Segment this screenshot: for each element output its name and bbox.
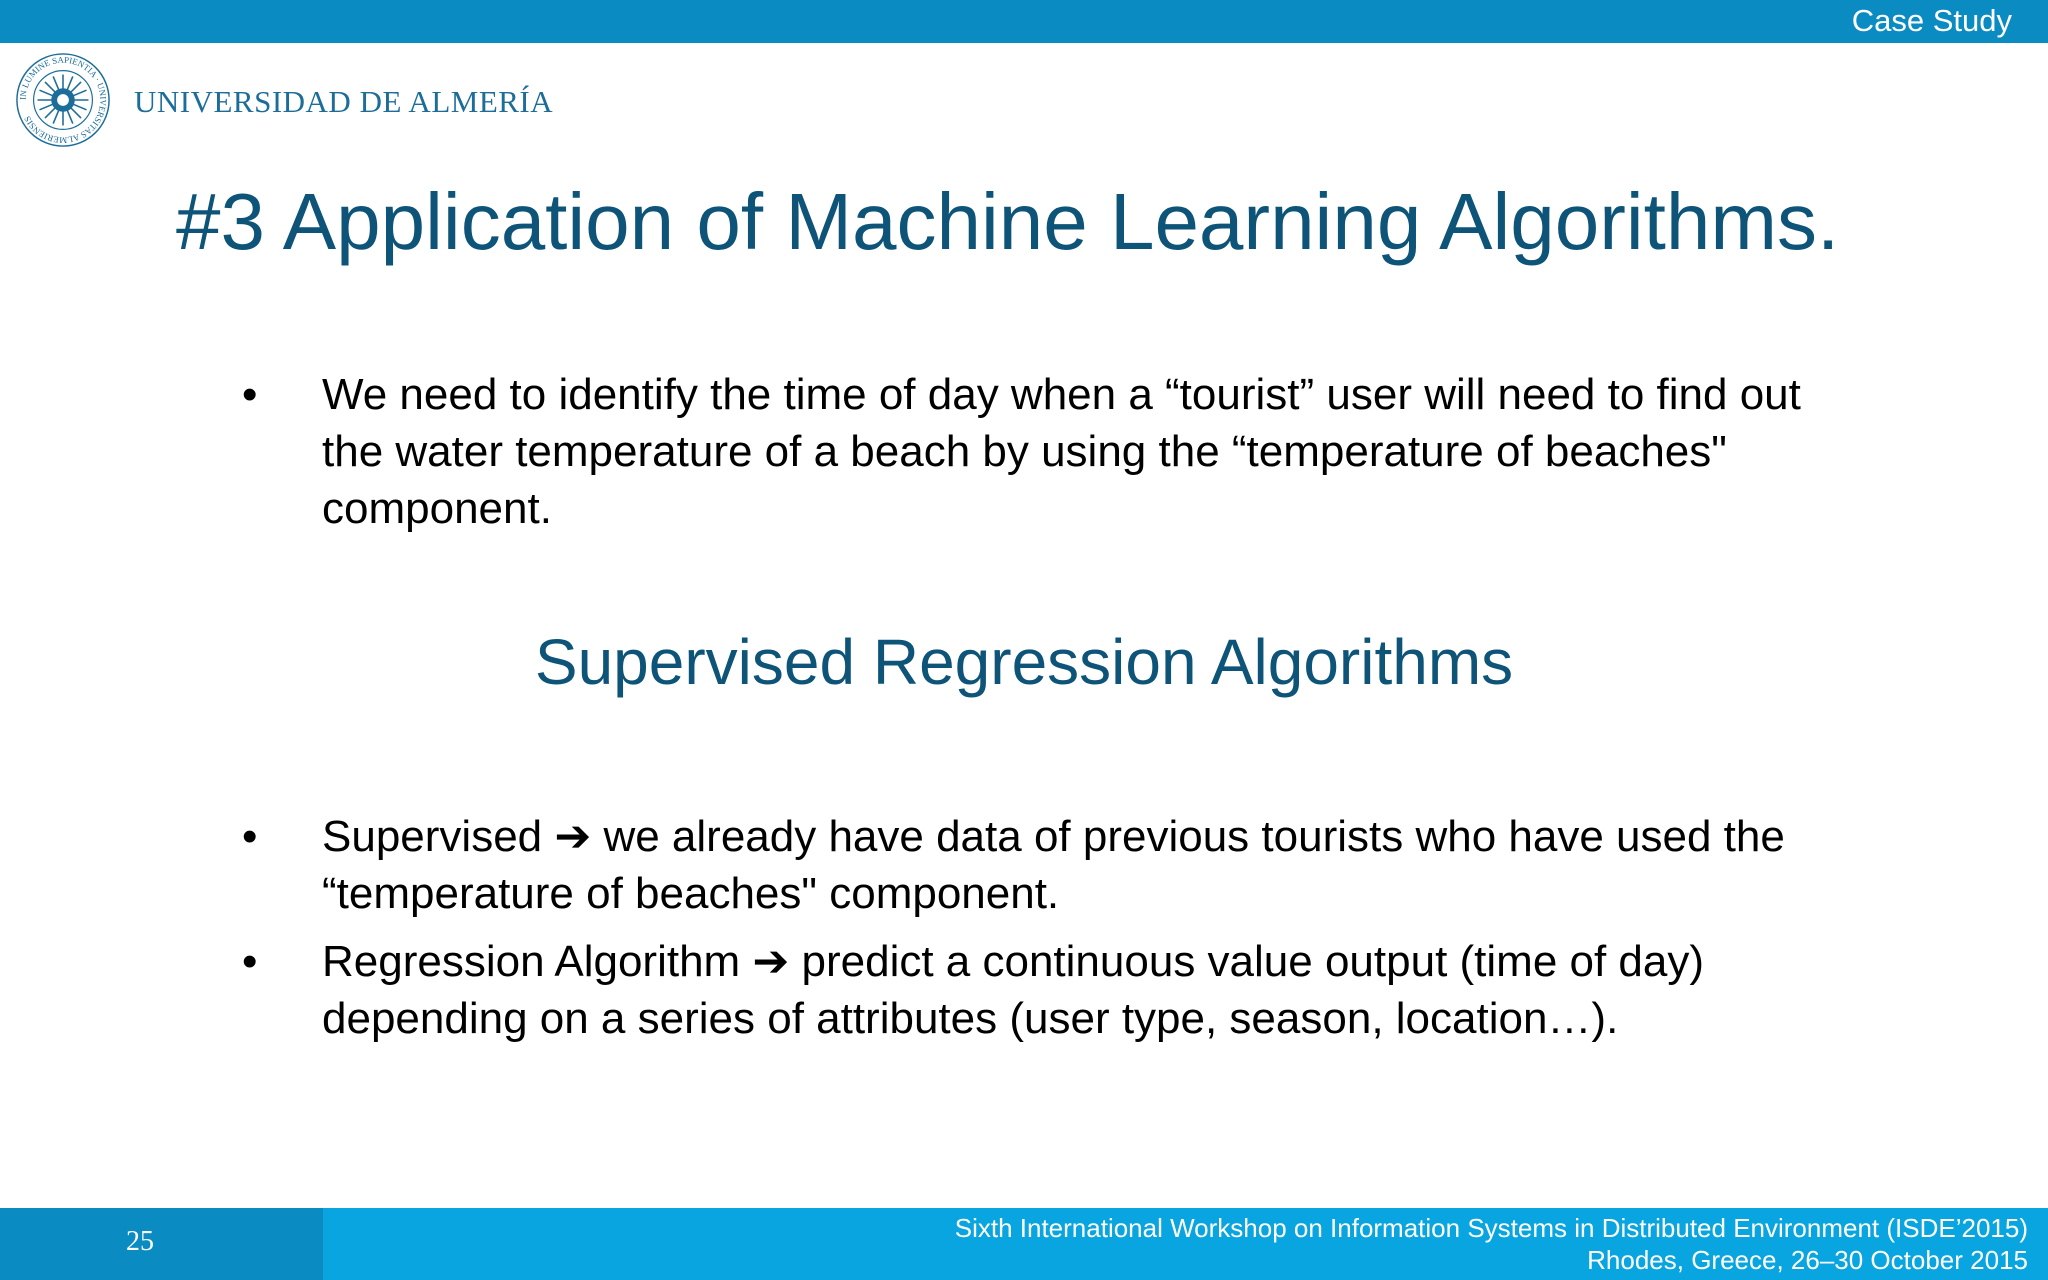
- footer-bar: [0, 1208, 2048, 1280]
- university-logo: [14, 54, 554, 146]
- top-bar: [0, 0, 2048, 43]
- bullet-marker: •: [242, 937, 258, 986]
- university-name: UNIVERSIDAD DE ALMERÍA: [134, 84, 554, 119]
- page-number-box: [0, 1208, 323, 1280]
- seal-inscription: IN LUMINE SAPIENTIA · UNIVERSITAS ALMERIENSIS: [17, 54, 109, 146]
- slide-title: #3 Application of Machine Learning Algorithms.: [176, 177, 1840, 266]
- conference-name: Sixth International Workshop on Information Systems in Distributed Environment (ISDE’2015): [954, 1213, 2028, 1243]
- intro-bullet-list: [242, 366, 1842, 548]
- university-seal-icon: [14, 51, 112, 149]
- footer-text: [955, 1212, 2028, 1276]
- bullet-text: We need to identify the time of day when a “tourist” user will need to find out the water temperature of a beach by using the “temperature of beaches" component.: [322, 370, 1801, 533]
- bullet-text: Regression Algorithm ➔ predict a continuous value output (time of day) depending on a series of attributes (user type, season, location…).: [322, 937, 1705, 1043]
- bullet-marker: •: [242, 370, 258, 419]
- page-number: 25: [126, 1226, 154, 1257]
- definition-bullet-list: [242, 808, 1842, 1058]
- bullet-text: Supervised ➔ we already have data of previous tourists who have used the “temperature of beaches" component.: [322, 812, 1785, 918]
- section-subheading: Supervised Regression Algorithms: [534, 626, 1514, 698]
- list-item: [242, 366, 1842, 537]
- list-item: [242, 808, 1842, 922]
- bullet-marker: •: [242, 812, 258, 861]
- list-item: [242, 933, 1842, 1047]
- section-label: Case Study: [1851, 3, 2012, 38]
- conference-location-date: Rhodes, Greece, 26–30 October 2015: [1587, 1245, 2028, 1275]
